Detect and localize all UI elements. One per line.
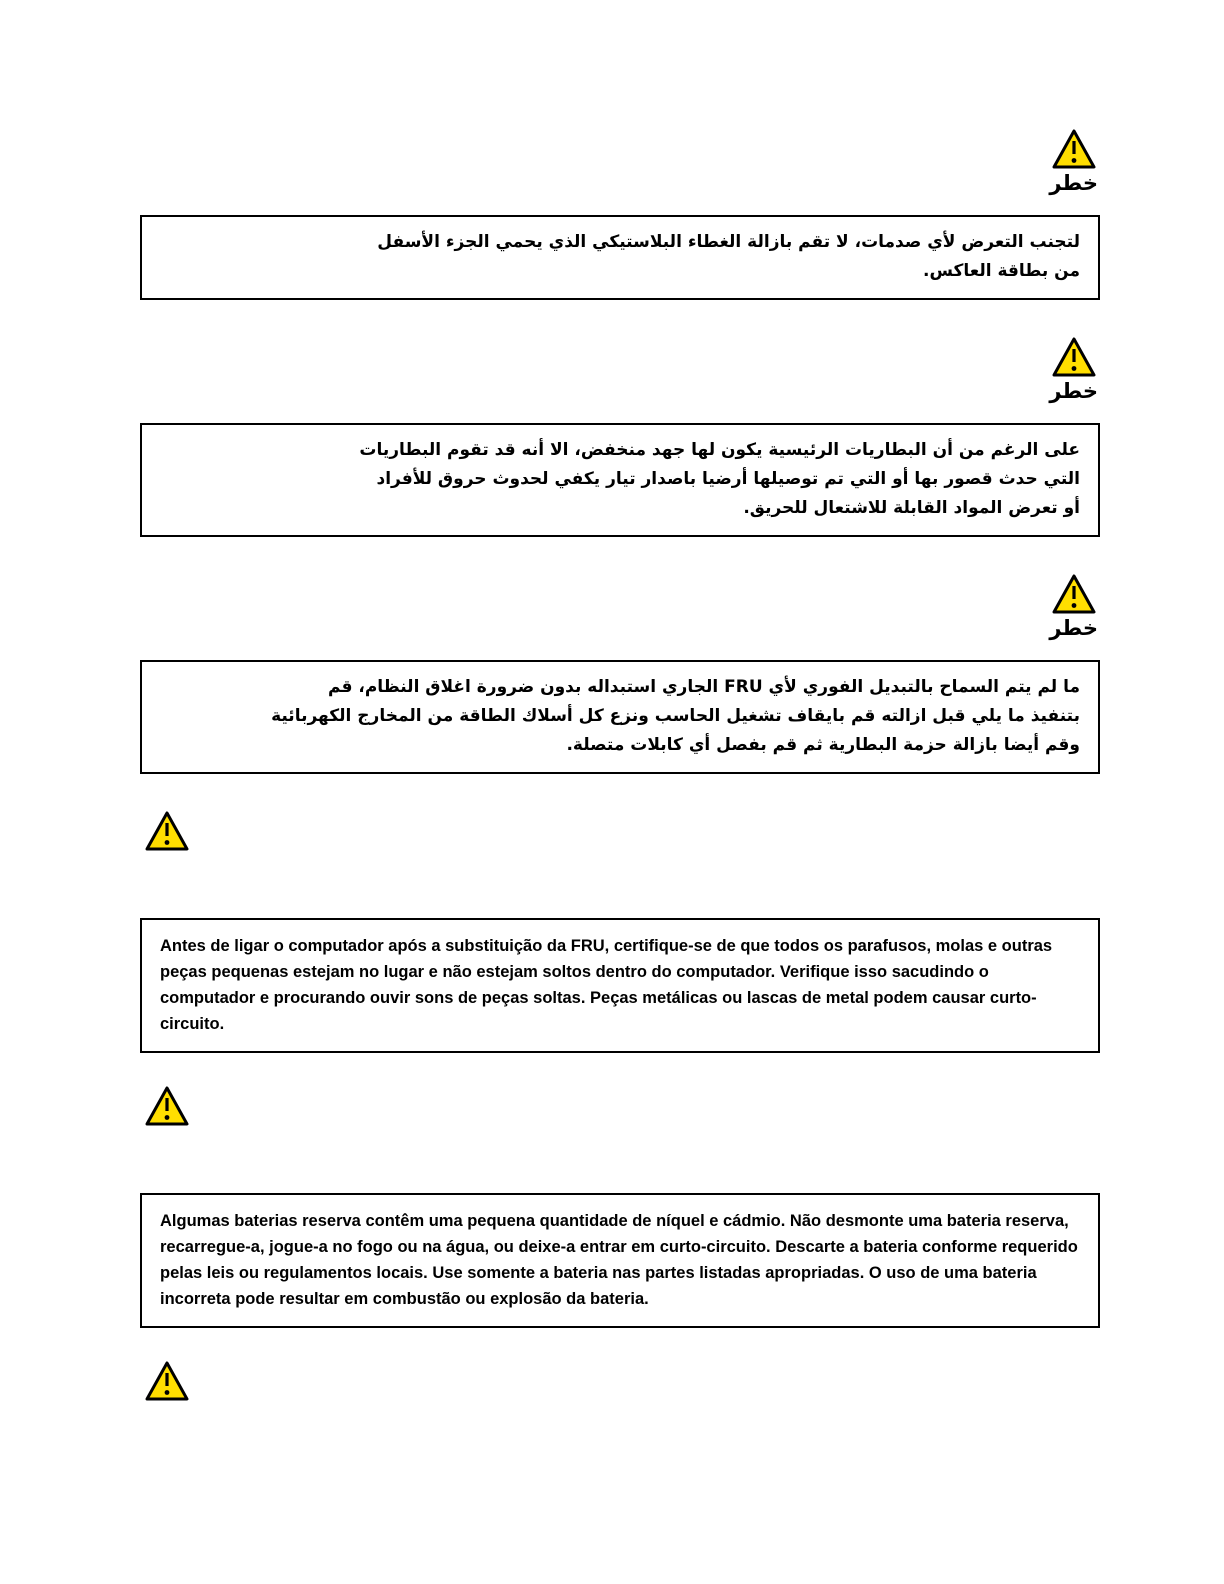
warning-heading-pt-2 bbox=[144, 1085, 1100, 1127]
danger-text-line: أو تعرض المواد القابلة للاشتعال للحريق. bbox=[743, 498, 1080, 518]
danger-heading-3 bbox=[140, 573, 1100, 642]
danger-label: خطر bbox=[1049, 172, 1098, 195]
danger-box-fru-replacement bbox=[140, 660, 1100, 774]
danger-text-line: من بطاقة العاكس. bbox=[923, 261, 1080, 281]
warning-heading-pt-1 bbox=[144, 810, 1100, 852]
notice-text: Antes de ligar o computador após a substituição da FRU, certifique-se de que todos os parafusos, molas e outras peças pequenas estejam no lugar e não estejam soltos dentro do computador. Verifique isso sacudindo o computador e procurando ouvir sons de peças soltas. Peças metálicas ou lascas de metal podem causar curto-circuito. bbox=[160, 937, 1053, 1033]
danger-text-line: التي حدث قصور بها أو التي تم توصيلها أرضيا باصدار تيار يكفي لحدوث حروق للأفراد bbox=[376, 469, 1080, 489]
warning-heading-pt-3 bbox=[144, 1360, 1100, 1402]
danger-text-line: وقم أيضا بازالة حزمة البطارية ثم قم بفصل أي كابلات متصلة. bbox=[566, 735, 1080, 755]
warning-triangle-icon bbox=[1051, 336, 1097, 378]
danger-text-line: على الرغم من أن البطاريات الرئيسية يكون لها جهد منخفض، الا أنه قد تقوم البطاريات bbox=[359, 440, 1080, 460]
warning-triangle-icon bbox=[1051, 128, 1097, 170]
notice-text: Algumas baterias reserva contêm uma pequena quantidade de níquel e cádmio. Não desmonte uma bateria reserva, recarregue-a, jogue-a no fogo ou na água, ou deixe-a entrar em curto-circuito. Descarte a bateria conforme requerido pelas leis ou regulamentos locais. Use somente a bateria nas partes listadas apropriadas. O uso de uma bateria incorreta pode resultar em combustão ou explosão da bateria. bbox=[160, 1212, 1078, 1308]
danger-label: خطر bbox=[1049, 380, 1098, 403]
danger-heading-3-group bbox=[1049, 573, 1098, 642]
warning-triangle-icon bbox=[144, 1360, 190, 1402]
danger-heading-1 bbox=[140, 128, 1100, 197]
danger-text-line: ما لم يتم السماح بالتبديل الفوري لأي FRU الجاري استبداله بدون ضرورة اغلاق النظام، قم bbox=[328, 677, 1080, 697]
danger-heading-1-group bbox=[1049, 128, 1098, 197]
danger-box-batteries bbox=[140, 423, 1100, 537]
danger-text-line: بتنفيذ ما يلي قبل ازالته قم بايقاف تشغيل الحاسب ونزع كل أسلاك الطاقة من المخارج الكهربائية bbox=[271, 706, 1080, 726]
danger-text-line: لتجنب التعرض لأي صدمات، لا تقم بازالة الغطاء البلاستيكي الذي يحمي الجزء الأسفل bbox=[377, 232, 1080, 252]
danger-heading-2 bbox=[140, 336, 1100, 405]
warning-triangle-icon bbox=[144, 810, 190, 852]
danger-heading-2-group bbox=[1049, 336, 1098, 405]
warning-triangle-icon bbox=[1051, 573, 1097, 615]
notice-box-backup-batteries bbox=[140, 1193, 1100, 1328]
danger-label: خطر bbox=[1049, 617, 1098, 640]
warning-triangle-icon bbox=[144, 1085, 190, 1127]
notice-box-screws-loose-parts bbox=[140, 918, 1100, 1053]
danger-box-inverter-card bbox=[140, 215, 1100, 300]
